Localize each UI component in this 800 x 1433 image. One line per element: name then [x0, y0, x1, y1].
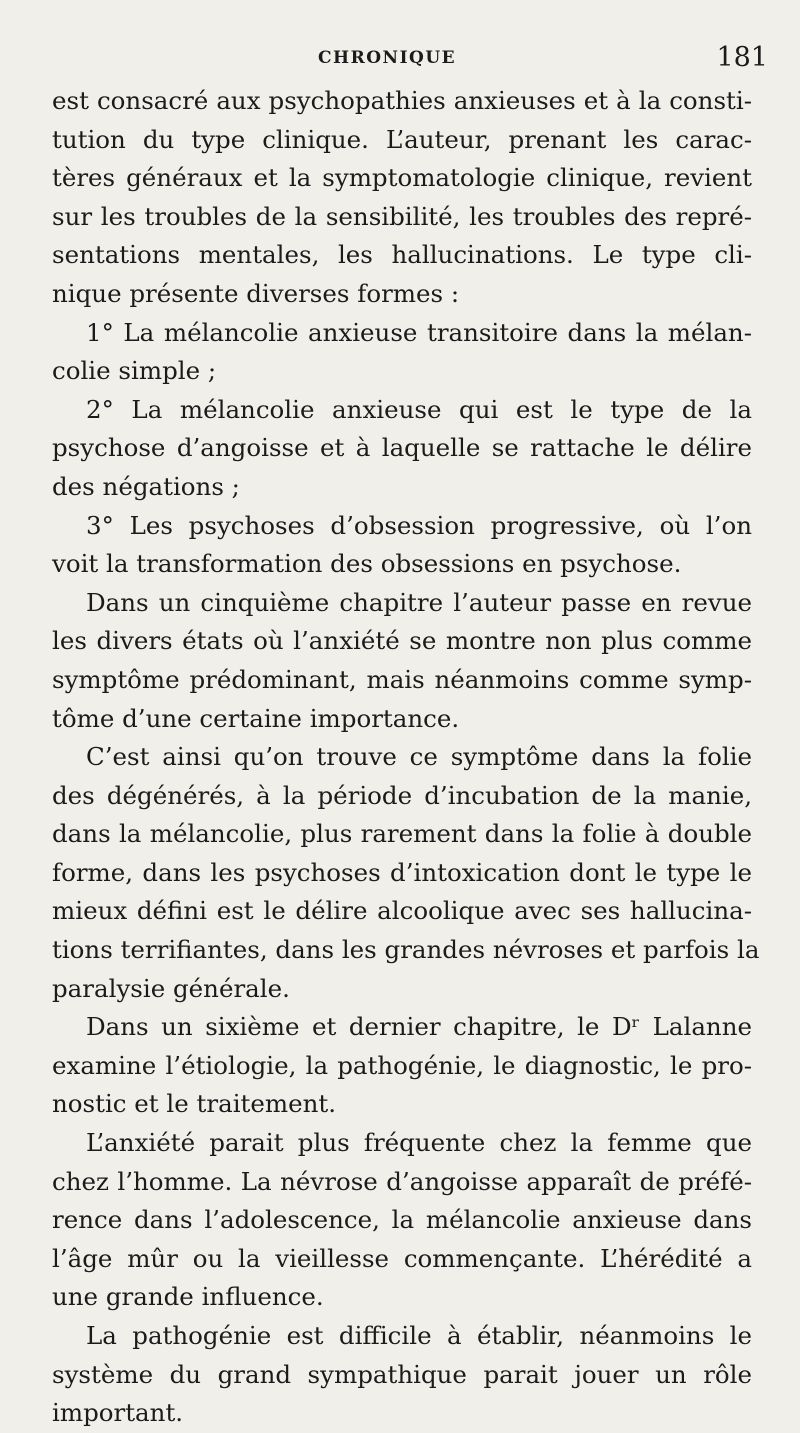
text-line: tôme d’une certaine importance. — [52, 703, 460, 733]
page-header — [0, 42, 800, 82]
text-line: Dans un cinquième chapitre l’auteur passe en revue — [86, 587, 752, 617]
text-line: tères généraux et la symptomatologie clinique, revient — [52, 163, 752, 193]
text-line: forme, dans les psychoses d’intoxication dont le type le — [52, 857, 752, 887]
text-line: chez l’homme. La névrose d’angoisse apparaît de préfé- — [52, 1166, 752, 1196]
text-line: l’âge mûr ou la vieillesse commençante. L’hérédité a — [52, 1243, 752, 1273]
text-line: sentations mentales, les hallucinations. Le type cli- — [52, 240, 752, 270]
text-line: tution du type clinique. L’auteur, prenant les carac- — [52, 124, 752, 154]
text-line: une grande influence. — [52, 1282, 324, 1312]
text-line: symptôme prédominant, mais néanmoins comme symp- — [52, 664, 752, 694]
text-line: 3° Les psychoses d’obsession progressive, où l’on — [86, 510, 752, 540]
text-line: est consacré aux psychopathies anxieuses et à la consti- — [52, 86, 752, 115]
text-line: psychose d’angoisse et à laquelle se rattache le délire — [52, 433, 752, 463]
text-line: important. — [52, 1398, 184, 1428]
text-line: voit la transformation des obsessions en psychose. — [52, 549, 682, 579]
text-line: tions terrifiantes, dans les grandes névroses et parfois la — [52, 935, 760, 965]
text-line: rence dans l’adolescence, la mélancolie anxieuse dans — [52, 1205, 752, 1235]
running-title: CHRONIQUE — [318, 48, 457, 68]
text-line: nostic et le traitement. — [52, 1089, 337, 1119]
text-line: des dégénérés, à la période d’incubation de la manie, — [52, 780, 752, 810]
text-line: système du grand sympathique parait jouer un rôle — [52, 1359, 752, 1389]
text-line: paralysie générale. — [52, 973, 290, 1003]
text-line: dans la mélancolie, plus rarement dans la folie à double — [52, 819, 752, 849]
text-line: des négations ; — [52, 471, 240, 501]
text-line: colie simple ; — [52, 356, 217, 386]
text-line: 2° La mélancolie anxieuse qui est le type de la — [86, 394, 752, 424]
text-line: C’est ainsi qu’on trouve ce symptôme dans la folie — [86, 742, 752, 772]
text-line: mieux défini est le délire alcoolique avec ses hallucina- — [52, 896, 752, 926]
body-text — [52, 82, 760, 1433]
text-line: sur les troubles de la sensibilité, les troubles des repré- — [52, 201, 752, 231]
text-line: examine l’étiologie, la pathogénie, le diagnostic, le pro- — [52, 1050, 752, 1080]
text-line: les divers états où l’anxiété se montre non plus comme — [52, 626, 752, 656]
text-line: La pathogénie est difficile à établir, néanmoins le — [86, 1321, 752, 1350]
text-line: 1° La mélancolie anxieuse transitoire dans la mélan- — [86, 317, 752, 347]
text-line: Dans un sixième et dernier chapitre, le Dʳ Lalanne — [86, 1012, 752, 1042]
text-line: L’anxiété parait plus fréquente chez la femme que — [86, 1128, 752, 1158]
page-number: 181 — [716, 42, 768, 73]
text-line: nique présente diverses formes : — [52, 278, 460, 308]
